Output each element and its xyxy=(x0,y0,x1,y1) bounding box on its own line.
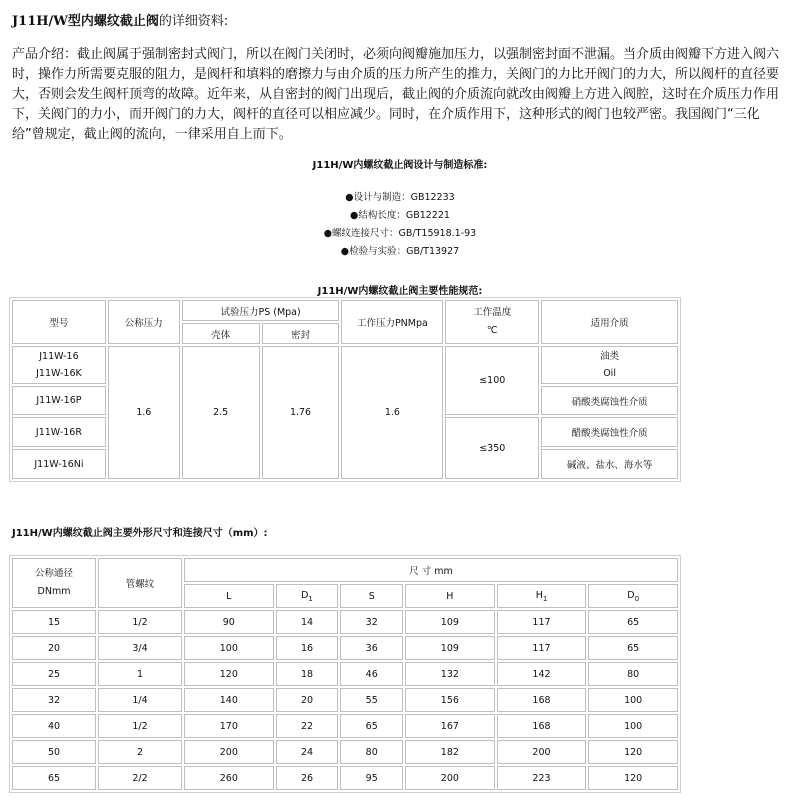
table-cell: 168 xyxy=(497,714,587,738)
col-header-size: 尺 寸 mm xyxy=(184,558,678,582)
standard-item: ●螺纹连接尺寸：GB/T15918.1-93 xyxy=(323,228,477,239)
table-cell: 14 xyxy=(276,610,339,634)
col-header-text: D xyxy=(301,589,309,601)
medium-cell: 硝酸类腐蚀性介质 xyxy=(541,386,678,415)
table-cell: 140 xyxy=(184,688,274,712)
model-name: J11W-16K xyxy=(36,368,82,379)
medium-name: Oil xyxy=(603,368,616,379)
table-cell: 1/2 xyxy=(98,610,182,634)
col-header-model: 型号 xyxy=(12,300,106,344)
table-cell: 18 xyxy=(276,662,339,686)
table-cell: 200 xyxy=(184,740,274,764)
table-cell: 80 xyxy=(340,740,403,764)
table-cell: 50 xyxy=(12,740,96,764)
table-cell: 117 xyxy=(497,636,587,660)
standard-item: ●结构长度：GB12221 xyxy=(350,210,450,221)
col-header-seal: 密封 xyxy=(262,323,340,344)
performance-table xyxy=(10,298,680,481)
table-cell: 65 xyxy=(588,610,678,634)
table-cell: 142 xyxy=(497,662,587,686)
table-header-row xyxy=(12,300,678,321)
table-cell: 65 xyxy=(340,714,403,738)
table-cell: 16 xyxy=(276,636,339,660)
table-row xyxy=(12,662,678,686)
table-cell: 95 xyxy=(340,766,403,790)
work-pressure-cell: 1.6 xyxy=(341,346,443,479)
table-row xyxy=(12,346,678,384)
table-cell: 55 xyxy=(340,688,403,712)
table-row xyxy=(12,766,678,790)
table-cell: 90 xyxy=(184,610,274,634)
col-header-dn xyxy=(12,558,96,608)
table-cell: 25 xyxy=(12,662,96,686)
model-name: J11W-16 xyxy=(39,351,79,362)
product-name: J11H/W型内螺纹截止阀 xyxy=(12,14,159,29)
table-cell: 1 xyxy=(98,662,182,686)
shell-cell: 2.5 xyxy=(182,346,260,479)
col-header-temp xyxy=(445,300,539,344)
table-cell: 120 xyxy=(588,766,678,790)
table-cell: 15 xyxy=(12,610,96,634)
table-cell: 65 xyxy=(588,636,678,660)
table-header-row xyxy=(12,558,678,582)
product-intro: 产品介绍：截止阀属于强制密封式阀门，所以在阀门关闭时，必须向阀瓣施加压力，以强制密封面不泄漏。当介质由阀瓣下方进入阀六时，操作力所需要克服的阻力，是阀杆和填料的磨擦力与由介质的压力所产生的推力，关阀门的力比开阀门的力大，所以阀杆的直径要大，否则会发生阀杆顶弯的故障。近年来，从自密封的阀门出现后，截止阀的介质流向就改由阀瓣上方进入阀腔，这时在介质压力作用下，关阀门的力小，而开阀门的力大，阀杆的直径可以相应减少。同时，在介质作用下，这种形式的阀门也较严密。我国阀门“三化给”曾规定，截止阀的流向，一律采用自上而下。 xyxy=(12,47,780,142)
standards-list xyxy=(0,189,800,261)
col-header-text: H xyxy=(535,589,543,601)
table-row xyxy=(12,740,678,764)
table-cell: 200 xyxy=(497,740,587,764)
col-header-subscript: 1 xyxy=(308,594,313,603)
table-cell: 46 xyxy=(340,662,403,686)
table-row xyxy=(12,688,678,712)
dn-label: 公称通径 xyxy=(34,568,73,579)
table-cell: 36 xyxy=(340,636,403,660)
table-cell: 80 xyxy=(588,662,678,686)
table-cell: 1/2 xyxy=(98,714,182,738)
dn-unit: DNmm xyxy=(37,586,71,597)
table-cell: 156 xyxy=(405,688,495,712)
table-cell: 120 xyxy=(184,662,274,686)
table-cell: 20 xyxy=(276,688,339,712)
table-cell: 1/4 xyxy=(98,688,182,712)
table-row xyxy=(12,714,678,738)
medium-cell xyxy=(541,346,678,384)
col-header-test: 试验压力PS (Mpa) xyxy=(182,300,340,321)
table-cell: 260 xyxy=(184,766,274,790)
table-cell: 100 xyxy=(184,636,274,660)
table-cell: 182 xyxy=(405,740,495,764)
table-cell: 100 xyxy=(588,714,678,738)
table-cell: 167 xyxy=(405,714,495,738)
col-header-pn: 公称压力 xyxy=(108,300,180,344)
pn-cell: 1.6 xyxy=(108,346,180,479)
temp-cell: ≤350 xyxy=(445,417,539,479)
model-cell: J11W-16Ni xyxy=(12,449,106,479)
table-cell: 2 xyxy=(98,740,182,764)
table-cell: 168 xyxy=(497,688,587,712)
dimensions-table xyxy=(10,556,680,792)
table-cell: 40 xyxy=(12,714,96,738)
temp-label: 工作温度 xyxy=(473,307,512,318)
col-header-shell: 壳体 xyxy=(182,323,260,344)
table-cell: 65 xyxy=(12,766,96,790)
table-cell: 32 xyxy=(12,688,96,712)
col-header-L: L xyxy=(184,584,274,608)
table-cell: 3/4 xyxy=(98,636,182,660)
col-header-D1 xyxy=(276,584,339,608)
col-header-S: S xyxy=(340,584,403,608)
col-header-subscript: 0 xyxy=(634,594,640,603)
temp-unit: ℃ xyxy=(486,325,498,336)
col-header-text: D xyxy=(627,589,635,601)
page-title xyxy=(12,10,228,29)
performance-heading: J11H/W内螺纹截止阀主要性能规范: xyxy=(317,286,483,297)
table-cell: 2/2 xyxy=(98,766,182,790)
medium-name: 油类 xyxy=(600,351,620,362)
table-row xyxy=(12,636,678,660)
table-cell: 200 xyxy=(405,766,495,790)
table-cell: 24 xyxy=(276,740,339,764)
table-cell: 223 xyxy=(497,766,587,790)
title-suffix: 的详细资料: xyxy=(158,14,229,29)
model-cell xyxy=(12,346,106,384)
col-header-thread: 管螺纹 xyxy=(98,558,182,608)
model-cell: J11W-16R xyxy=(12,417,106,447)
dimensions-heading: J11H/W内螺纹截止阀主要外形尺寸和连接尺寸（mm）: xyxy=(12,528,268,539)
col-header-medium: 适用介质 xyxy=(541,300,678,344)
table-cell: 109 xyxy=(405,610,495,634)
col-header-H: H xyxy=(405,584,495,608)
table-cell: 20 xyxy=(12,636,96,660)
table-cell: 32 xyxy=(340,610,403,634)
table-cell: 22 xyxy=(276,714,339,738)
standard-item: ●设计与制造：GB12233 xyxy=(345,192,455,203)
table-cell: 117 xyxy=(497,610,587,634)
col-header-H1 xyxy=(497,584,587,608)
table-cell: 132 xyxy=(405,662,495,686)
medium-cell: 醋酸类腐蚀性介质 xyxy=(541,417,678,447)
medium-cell: 碱液、盐水、海水等 xyxy=(541,449,678,479)
col-header-work-pressure: 工作压力PNMpa xyxy=(341,300,443,344)
temp-cell: ≤100 xyxy=(445,346,539,415)
table-cell: 26 xyxy=(276,766,339,790)
table-cell: 109 xyxy=(405,636,495,660)
table-cell: 120 xyxy=(588,740,678,764)
model-cell: J11W-16P xyxy=(12,386,106,415)
col-header-D0 xyxy=(588,584,678,608)
standards-heading: J11H/W内螺纹截止阀设计与制造标准: xyxy=(312,160,488,171)
col-header-subscript: 1 xyxy=(542,594,548,603)
table-cell: 100 xyxy=(588,688,678,712)
table-row xyxy=(12,610,678,634)
seal-cell: 1.76 xyxy=(262,346,340,479)
table-cell: 170 xyxy=(184,714,274,738)
standard-item: ●检验与实验：GB/T13927 xyxy=(340,246,460,257)
